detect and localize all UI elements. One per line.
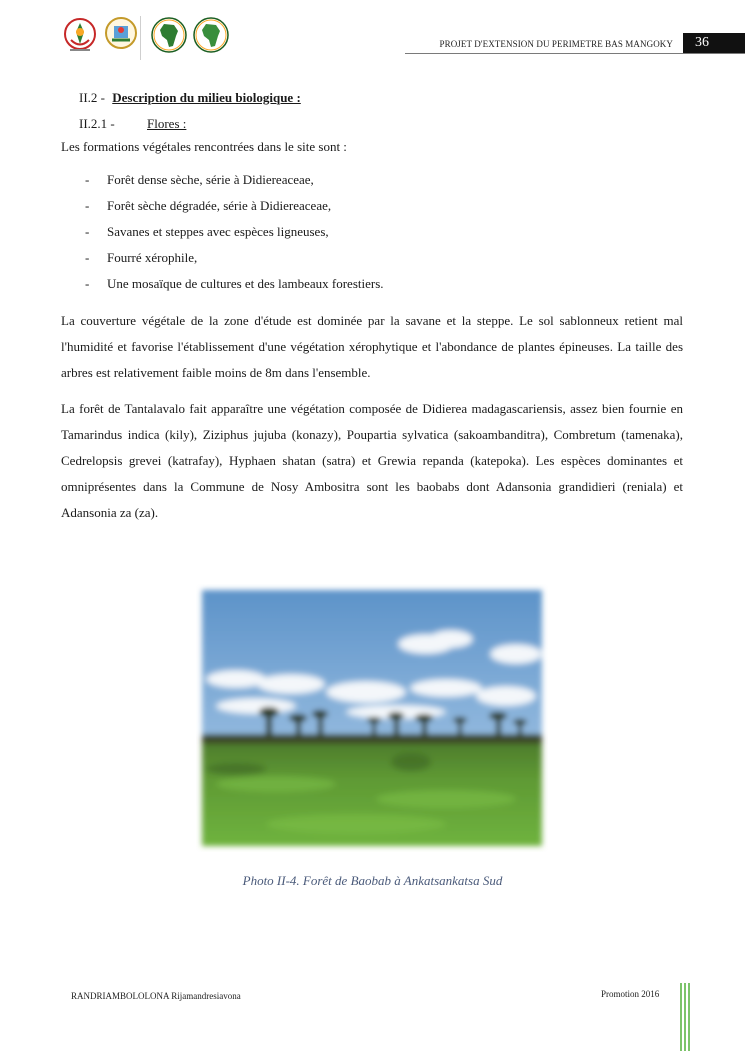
footer-decoration bbox=[680, 983, 692, 1051]
section-title: Description du milieu biologique : bbox=[112, 90, 301, 105]
baobab-forest-photo bbox=[196, 584, 548, 852]
paragraph: La couverture végétale de la zone d'étude est dominée par la savane et la steppe. Le sol sablonneux retient mal l'humidité et favorise l'établissement d'une végétation xérophytique et l'abondance de plantes épineuses. La taille des arbres est relativement faible moins de 8m dans l'ensemble. bbox=[61, 313, 683, 380]
document-body bbox=[61, 88, 683, 526]
section-heading bbox=[79, 88, 683, 108]
subsection-number: II.2.1 - bbox=[79, 116, 115, 131]
list-item: - Forêt sèche dégradée, série à Didiereaceae, bbox=[61, 196, 683, 222]
list-marker: - bbox=[85, 276, 90, 291]
university-logo-icon bbox=[62, 16, 98, 54]
school-logo-icon bbox=[104, 16, 138, 52]
section-number: II.2 - bbox=[79, 90, 105, 105]
list-item: - Forêt dense sèche, série à Didiereaceae, bbox=[61, 170, 683, 196]
footer-author: RANDRIAMBOLOLONA Rijamandresiavona bbox=[71, 991, 241, 1001]
list-marker: - bbox=[85, 250, 90, 265]
list-marker: - bbox=[85, 172, 90, 187]
page-number: 36 bbox=[683, 33, 745, 53]
logo-divider bbox=[140, 16, 141, 60]
list-item: - Savanes et steppes avec espèces ligneuses, bbox=[61, 222, 683, 248]
header-title: PROJET D'EXTENSION DU PERIMETRE BAS MANGOKY bbox=[439, 39, 673, 49]
list-marker: - bbox=[85, 224, 90, 239]
list-marker: - bbox=[85, 198, 90, 213]
adf-logo-icon bbox=[192, 16, 230, 54]
subsection-title: Flores : bbox=[147, 116, 187, 131]
footer-promotion: Promotion 2016 bbox=[601, 989, 660, 999]
photo-caption: Photo II-4. Forêt de Baobab à Ankatsankatsa Sud bbox=[242, 873, 503, 888]
header-rule bbox=[405, 53, 745, 54]
vegetation-list bbox=[61, 170, 683, 300]
intro-text: Les formations végétales rencontrées dans le site sont : bbox=[61, 139, 347, 154]
list-item: - Fourré xérophile, bbox=[61, 248, 683, 274]
subsection-heading bbox=[79, 115, 683, 133]
list-item: - Une mosaïque de cultures et des lambeaux forestiers. bbox=[61, 274, 683, 300]
afdb-logo-icon bbox=[150, 16, 188, 54]
paragraph: La forêt de Tantalavalo fait apparaître une végétation composée de Didierea madagascariensis, assez bien fournie en Tamarindus indica (kily), Ziziphus jujuba (konazy), Poupartia sylvatica (sakoambanditra), Combretum (tamenaka), Cedrelopsis grevei (katrafay), Hyphaen shatan (satra) et Grewia repanda (katepoka). Les espèces dominantes et omniprésentes dans la Commune de Nosy Ambositra sont les baobabs dont Adansonia grandidieri (reniala) et Adansonia za (za). bbox=[61, 401, 683, 520]
